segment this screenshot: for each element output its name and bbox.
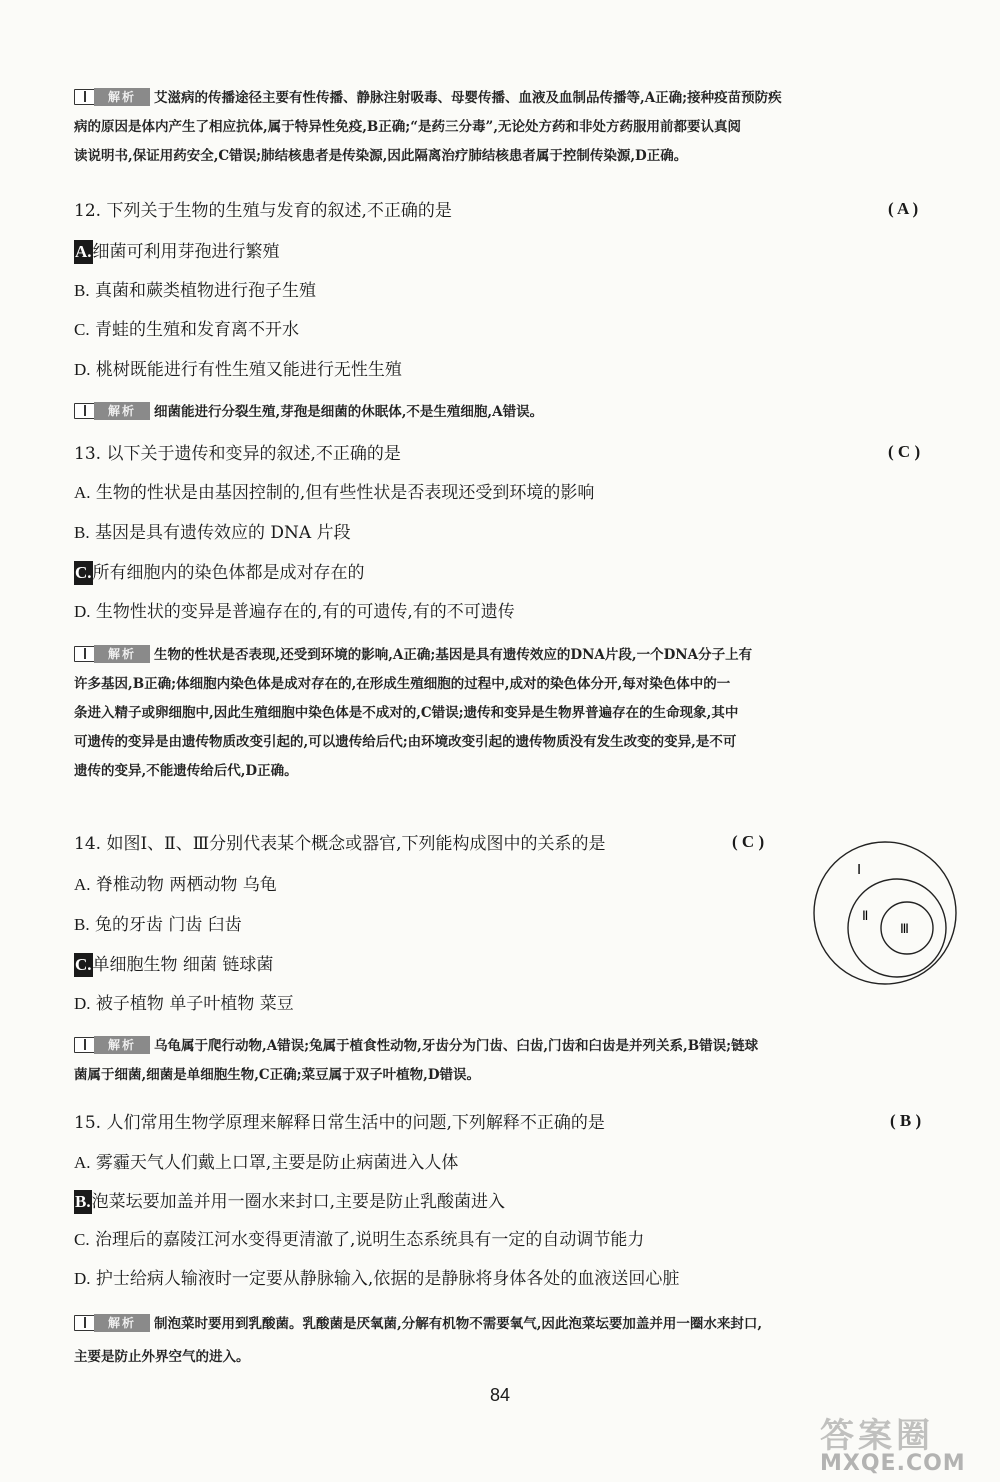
analysis-line: 条进入精子或卵细胞中,因此生殖细胞中染色体是不成对的,C错误;遗传和变异是生物界普遍存在的生命现象,其中 [74,705,739,721]
analysis-line: 解析 制泡菜时要用到乳酸菌。乳酸菌是厌氧菌,分解有机物不需要氧气,因此泡菜坛要加盖并用一圈水来封口, [74,1308,958,1341]
book-icon [74,403,96,419]
watermark-logo: 答案圈 MXQE.COM [820,1416,966,1476]
option-15-b: B.泡菜坛要加盖并用一圈水来封口,主要是防止乳酸菌进入 [75,1192,505,1212]
analysis-line: 许多基因,B正确;体细胞内染色体是成对存在的,在形成生殖细胞的过程中,成对的染色体分开,每对染色体中的一 [74,676,731,692]
label-3: Ⅲ [900,921,909,936]
analysis-q15 [74,1308,958,1374]
option-14-c: C.单细胞生物 细菌 链球菌 [75,955,274,975]
book-icon [74,646,96,662]
question-15-answer: ( B ) [890,1111,922,1130]
book-icon [74,89,96,105]
analysis-q12 [74,398,958,427]
analysis-tag: 解析 [74,1036,152,1054]
analysis-line: 菌属于细菌,细菌是单细胞生物,C正确;菜豆属于双子叶植物,D错误。 [74,1067,481,1083]
question-15-stem: 15. 人们常用生物学原理来解释日常生活中的问题,下列解释不正确的是 [74,1113,605,1133]
option-13-a: A. 生物的性状是由基因控制的,但有些性状是否表现还受到环境的影响 [74,483,595,503]
option-13-d: D. 生物性状的变异是普遍存在的,有的可遗传,有的不可遗传 [74,602,515,622]
option-13-b: B. 基因是具有遗传效应的 DNA 片段 [74,523,351,543]
question-14-stem: 14. 如图Ⅰ、Ⅱ、Ⅲ分别代表某个概念或器官,下列能构成图中的关系的是 [74,834,606,854]
analysis-line: 主要是防止外界空气的进入。 [74,1349,250,1365]
analysis-q13 [74,641,958,786]
question-12-stem: 12. 下列关于生物的生殖与发育的叙述,不正确的是 [74,201,452,221]
label-2: Ⅱ [862,908,869,923]
question-14-answer: ( C ) [732,832,765,851]
option-14-d: D. 被子植物 单子叶植物 菜豆 [74,994,294,1014]
book-icon [74,1037,96,1053]
question-13-stem: 13. 以下关于遗传和变异的叙述,不正确的是 [74,444,401,464]
analysis-line: 解析 乌龟属于爬行动物,A错误;兔属于植食性动物,牙齿分为门齿、臼齿,门齿和臼齿是并列关系,B错误;链球 [74,1032,958,1061]
analysis-q11 [74,84,958,171]
option-14-b: B. 兔的牙齿 门齿 臼齿 [74,915,242,935]
analysis-line: 解析 生物的性状是否表现,还受到环境的影响,A正确;基因是具有遗传效应的DNA片段,一个DNA分子上有 [74,641,958,670]
option-14-a: A. 脊椎动物 两栖动物 乌龟 [74,875,277,895]
analysis-line: 可遗传的变异是由遗传物质改变引起的,可以遗传给后代;由环境改变引起的遗传物质没有发生改变的变异,是不可 [74,734,737,750]
option-15-a: A. 雾霾天气人们戴上口罩,主要是防止病菌进入人体 [74,1153,459,1173]
option-13-c: C.所有细胞内的染色体都是成对存在的 [75,563,365,583]
analysis-line: 遗传的变异,不能遗传给后代,D正确。 [74,763,298,779]
option-12-a: A.细菌可利用芽孢进行繁殖 [75,242,280,262]
option-15-d: D. 护士给病人输液时一定要从静脉输入,依据的是静脉将身体各处的血液送回心脏 [74,1269,680,1289]
analysis-tag: 解析 [74,1314,152,1332]
analysis-tag: 解析 [74,402,152,420]
analysis-line: 病的原因是体内产生了相应抗体,属于特异性免疫,B正确;“是药三分毒”,无论处方药和非处方药服用前都要认真阅 [74,119,742,135]
analysis-line: 解析 艾滋病的传播途径主要有性传播、静脉注射吸毒、母婴传播、血液及血制品传播等,A正确;接种疫苗预防疾 [74,84,958,113]
question-13-answer: ( C ) [888,442,921,461]
option-15-c: C. 治理后的嘉陵江河水变得更清澈了,说明生态系统具有一定的自动调节能力 [74,1230,645,1250]
nested-circles-diagram [805,838,965,988]
option-12-d: D. 桃树既能进行有性生殖又能进行无性生殖 [74,360,402,380]
analysis-line: 读说明书,保证用药安全,C错误;肺结核患者是传染源,因此隔离治疗肺结核患者属于控制传染源,D正确。 [74,148,688,164]
label-1: Ⅰ [857,863,862,878]
circle-2 [848,879,946,977]
analysis-q14 [74,1032,958,1090]
analysis-tag: 解析 [74,645,152,663]
question-12-answer: ( A ) [888,199,919,218]
option-12-b: B. 真菌和蕨类植物进行孢子生殖 [74,281,316,301]
option-12-c: C. 青蛙的生殖和发育离不开水 [74,320,299,340]
page-number: 84 [489,1385,511,1405]
book-icon [74,1315,96,1331]
analysis-tag: 解析 [74,88,152,106]
analysis-line: 解析 细菌能进行分裂生殖,芽孢是细菌的休眠体,不是生殖细胞,A错误。 [74,398,958,427]
